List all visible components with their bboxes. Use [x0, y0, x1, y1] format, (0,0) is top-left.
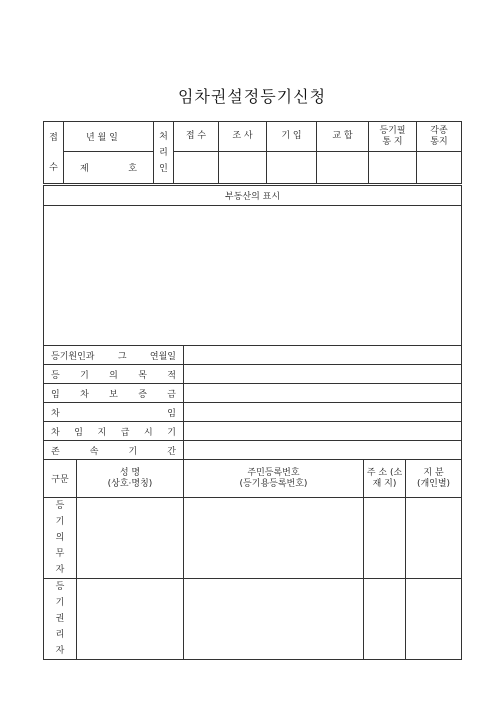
field-cause-date-value[interactable]: [184, 346, 462, 365]
receipt-number-label: 제 호: [64, 152, 154, 184]
receipt-date-label: 년 월 일: [64, 122, 154, 152]
parties-col-address: 주 소 (소 재 지): [364, 460, 406, 498]
property-table: [43, 185, 462, 660]
receipt-side-label: 접 수: [44, 122, 64, 184]
field-duration-label: 존 속 기 간: [44, 441, 184, 460]
right-holder-name-cell[interactable]: [77, 579, 184, 660]
process-cell-entry[interactable]: [267, 152, 317, 184]
process-cell-verify[interactable]: [317, 152, 369, 184]
property-header: 부동산의 표시: [44, 186, 462, 206]
field-cause-date-label: 등기원인과 그 연월일: [44, 346, 184, 365]
right-holder-share-cell[interactable]: [406, 579, 462, 660]
process-label: 처 리 인: [154, 122, 174, 184]
obligor-address-cell[interactable]: [364, 498, 406, 579]
field-purpose-value[interactable]: [184, 365, 462, 384]
obligor-name-cell[interactable]: [77, 498, 184, 579]
process-col-verify: 교 합: [317, 122, 369, 152]
process-cell-review[interactable]: [219, 152, 267, 184]
process-col-review: 조 사: [219, 122, 267, 152]
parties-col-id-number: 주민등록번호 (등기용등록번호): [184, 460, 364, 498]
receipt-table: [43, 121, 462, 184]
field-duration-value[interactable]: [184, 441, 462, 460]
process-col-entry: 기 입: [267, 122, 317, 152]
field-rent-value[interactable]: [184, 403, 462, 422]
field-rent-payment-time-label: 차 임 지 급 시 기: [44, 422, 184, 441]
obligor-id-cell[interactable]: [184, 498, 364, 579]
right-holder-id-cell[interactable]: [184, 579, 364, 660]
obligor-share-cell[interactable]: [406, 498, 462, 579]
field-purpose-label: 등 기 의 목 적: [44, 365, 184, 384]
field-deposit-label: 임 차 보 증 금: [44, 384, 184, 403]
process-col-receipt: 접 수: [174, 122, 219, 152]
property-description-area[interactable]: [44, 206, 462, 346]
field-deposit-value[interactable]: [184, 384, 462, 403]
process-cell-various-notice[interactable]: [417, 152, 462, 184]
process-col-completion-notice: 등기필 통 지: [369, 122, 417, 152]
process-cell-receipt[interactable]: [174, 152, 219, 184]
field-rent-label: 차 임: [44, 403, 184, 422]
parties-row-obligor-label: 등 기 의 무 자: [44, 498, 77, 579]
right-holder-address-cell[interactable]: [364, 579, 406, 660]
process-col-various-notice: 각종 통지: [417, 122, 462, 152]
field-rent-payment-time-value[interactable]: [184, 422, 462, 441]
parties-col-name: 성 명 (상호·명칭): [77, 460, 184, 498]
parties-col-category: 구문: [44, 460, 77, 498]
parties-row-right-holder-label: 등 기 권 리 자: [44, 579, 77, 660]
process-cell-completion-notice[interactable]: [369, 152, 417, 184]
parties-col-share: 지 분 (개인별): [406, 460, 462, 498]
document-title: 임차권설정등기신청: [177, 87, 327, 106]
